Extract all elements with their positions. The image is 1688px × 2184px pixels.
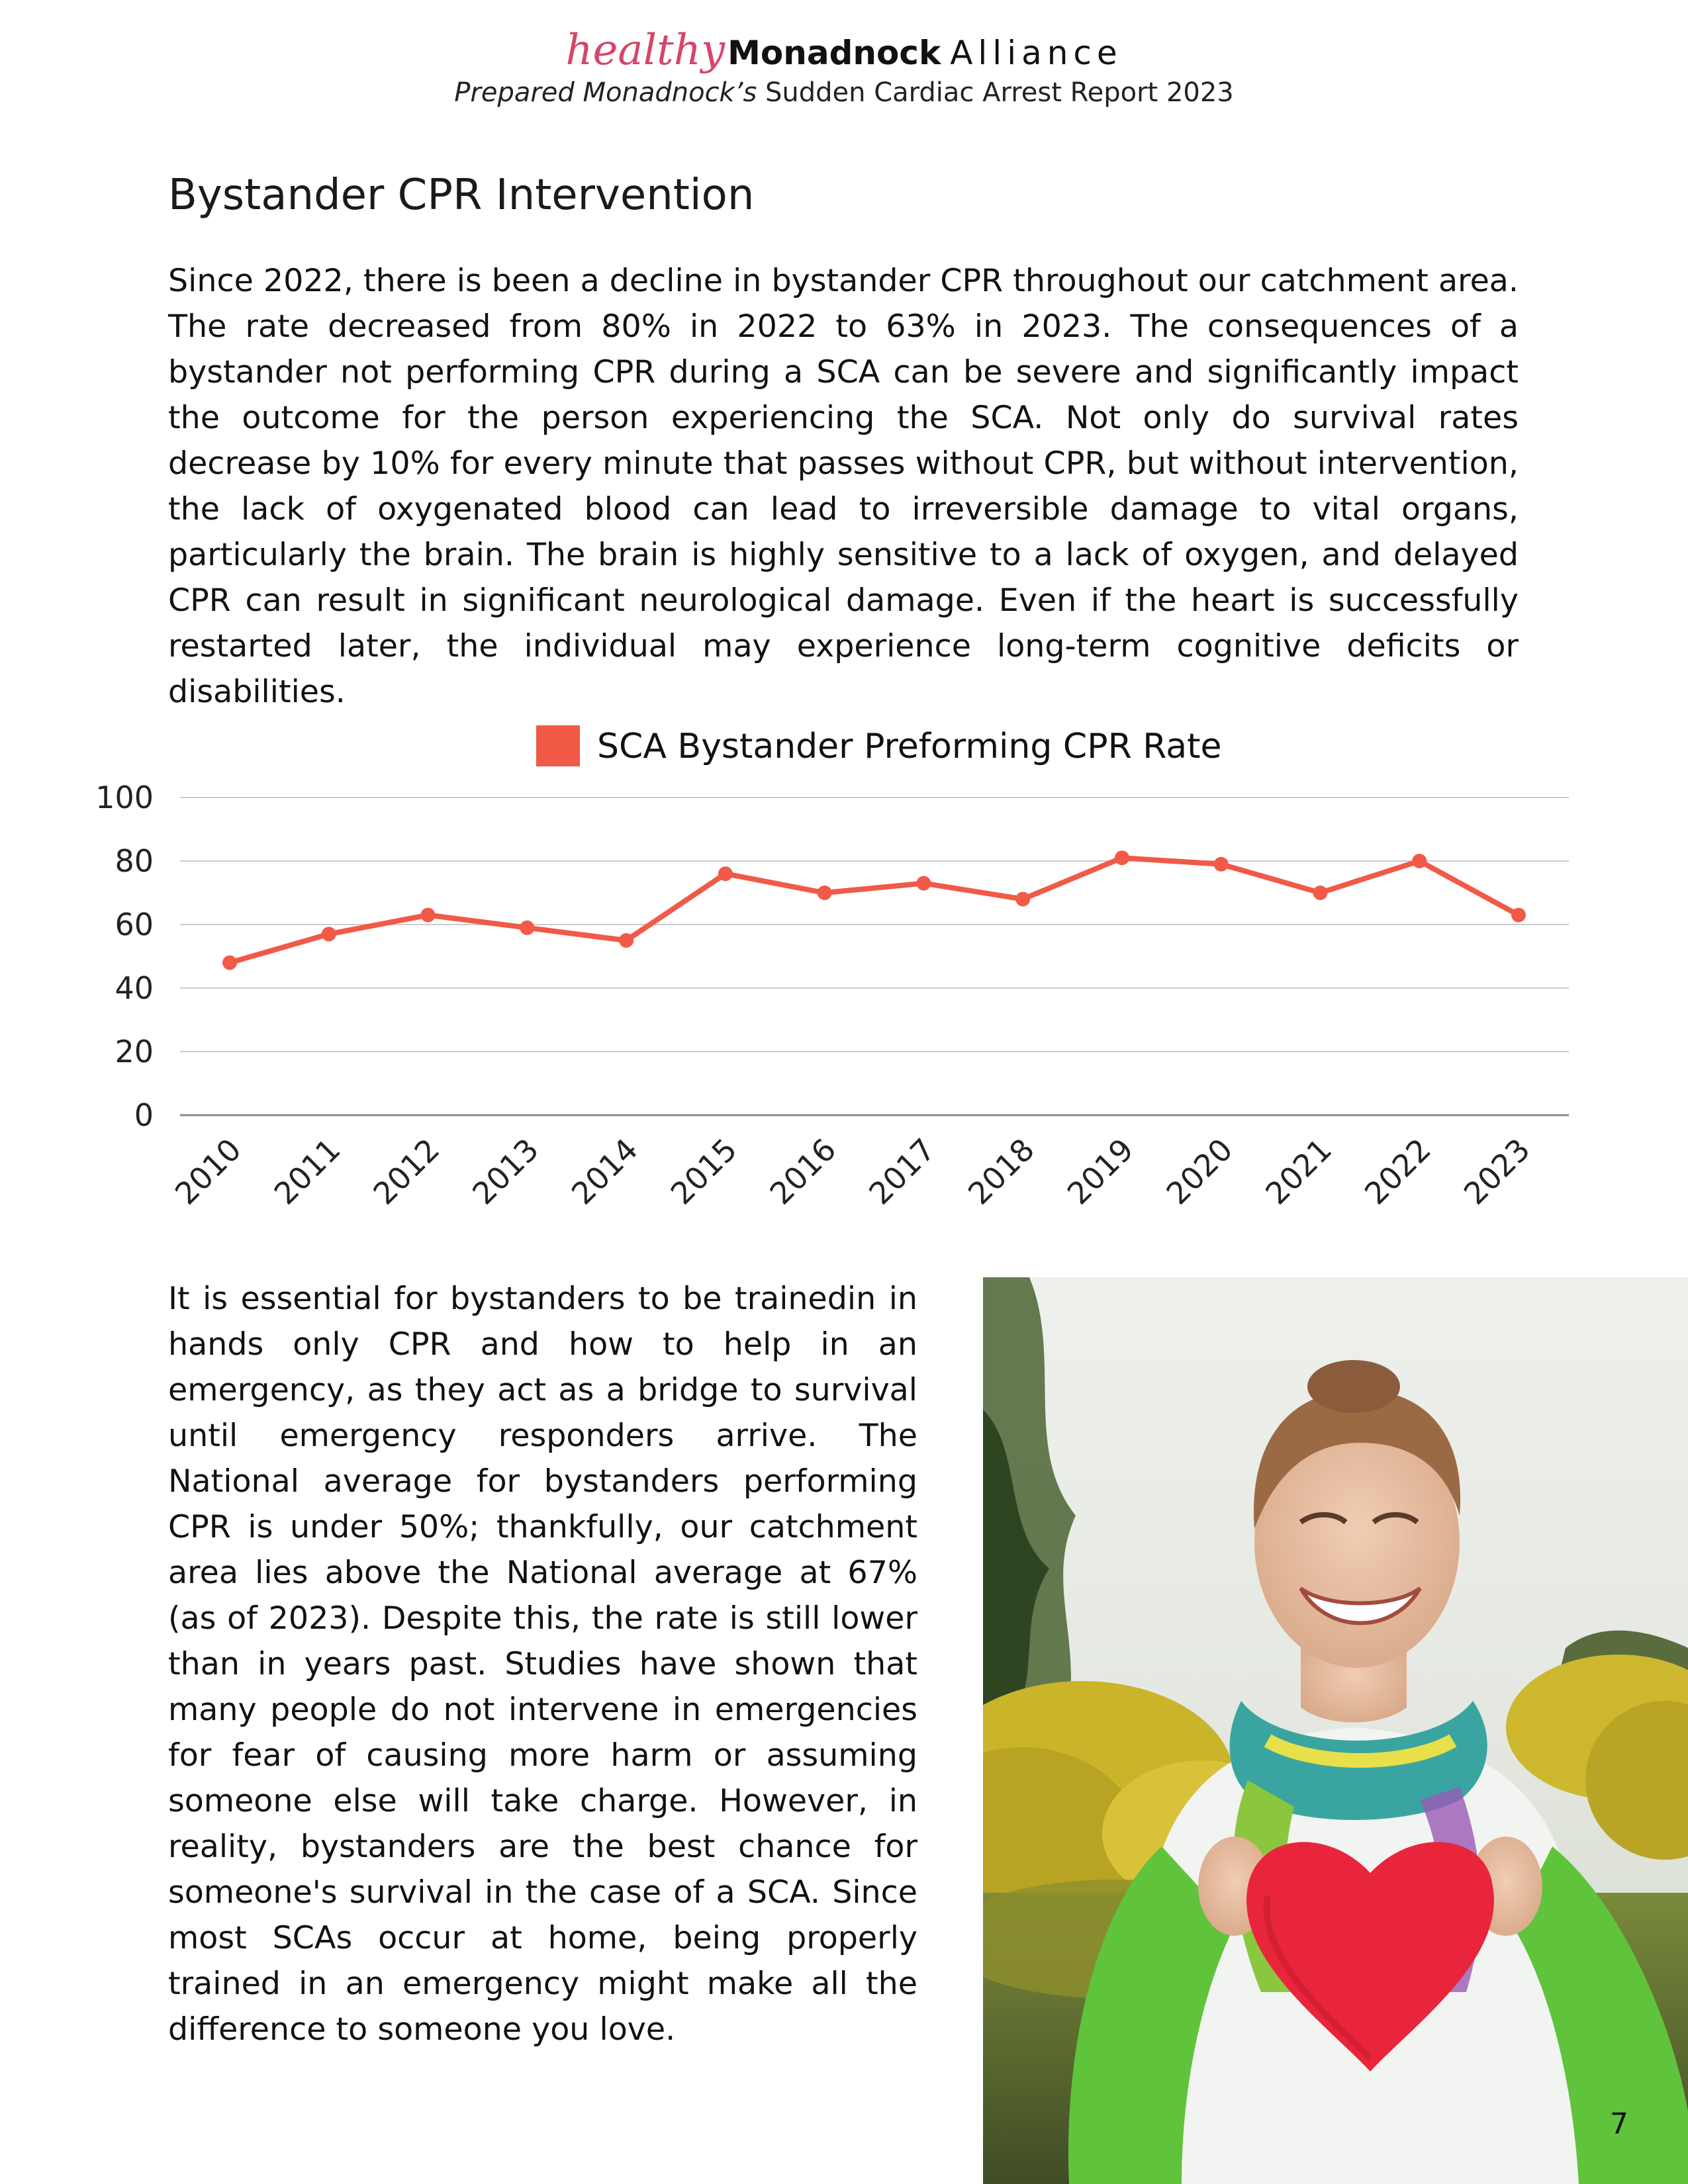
x-tick-label: 2010 <box>167 1131 248 1212</box>
data-point <box>1511 908 1526 923</box>
data-point <box>718 866 733 881</box>
data-point <box>421 908 436 923</box>
chart-series <box>222 850 1526 970</box>
data-point <box>818 886 832 900</box>
legend-label: SCA Bystander Preforming CPR Rate <box>597 727 1222 766</box>
chart-legend <box>536 725 1222 766</box>
y-tick-label: 60 <box>115 907 154 942</box>
cpr-rate-line-chart <box>0 715 1688 1244</box>
x-tick-label: 2017 <box>862 1131 943 1212</box>
data-point <box>1214 857 1229 872</box>
report-subtitle <box>0 74 1688 111</box>
x-tick-label: 2014 <box>564 1131 645 1212</box>
data-point <box>1412 854 1427 868</box>
data-point <box>1115 850 1129 865</box>
y-tick-label: 80 <box>115 843 154 879</box>
legend-swatch <box>536 725 580 766</box>
data-point <box>520 921 534 935</box>
intro-paragraph: Since 2022, there is been a decline in bystander CPR throughout our catchment area. The rate decreased from 80% in 2022 to 63% in 2023. The consequences of a bystander not performing CPR during a SCA can be severe and significantly impact the outcome for the person experiencing the SCA. Not only do survival rates decrease by 10% for every minute that passes without CPR, but without intervention, the lack of oxygenated blood can lead to irreversible damage to vital organs, particularly the brain. The brain is highly sensitive to a lack of oxygen, and delayed CPR can result in significant neurological damage. Even if the heart is successfully restarted later, the individual may experience long-term cognitive deficits or disabilities. <box>168 263 1519 710</box>
x-tick-label: 2022 <box>1358 1131 1438 1212</box>
x-tick-label: 2019 <box>1060 1131 1141 1212</box>
x-tick-label: 2021 <box>1258 1131 1339 1212</box>
y-tick-label: 40 <box>115 970 154 1006</box>
brand-name: Monadnock <box>727 34 941 72</box>
subtitle-italic: Prepared Monadnock’s <box>454 77 757 108</box>
y-tick-label: 0 <box>134 1097 154 1133</box>
body-paragraph: It is essential for bystanders to be trainedin in hands only CPR and how to help in an emergency, as they act as a bridge to survival until emergency responders arrive. The National average for bystanders performing CPR is under 50%; thankfully, our catchment area lies above the National average at 67% (as of 2023). Despite this, the rate is still lower than in years past. Studies have shown that many people do not intervene in emergencies for fear of causing more harm or assuming someone else will take charge. However, in reality, bystanders are the best chance for someone's survival in the case of a SCA. Since most SCAs occur at home, being properly trained in an emergency might make all the difference to someone you love. <box>168 1281 917 2048</box>
y-tick-label: 20 <box>115 1034 154 1069</box>
x-tick-label: 2023 <box>1456 1131 1537 1212</box>
x-tick-label: 2016 <box>763 1131 843 1212</box>
chart-gridlines <box>180 797 1569 1115</box>
x-tick-label: 2012 <box>366 1131 447 1212</box>
page-number: 7 <box>1610 2107 1628 2141</box>
subtitle-rest: Sudden Cardiac Arrest Report 2023 <box>765 77 1234 108</box>
brand-suffix: Alliance <box>950 34 1123 72</box>
woman-holding-heart-photo <box>983 1277 1688 2184</box>
x-tick-label: 2013 <box>465 1131 546 1212</box>
y-tick-label: 100 <box>95 780 154 815</box>
x-tick-label: 2020 <box>1159 1131 1240 1212</box>
brand-logo <box>0 24 1688 77</box>
section-title: Bystander CPR Intervention <box>168 171 755 220</box>
data-point <box>619 933 633 948</box>
data-point <box>222 956 237 970</box>
x-tick-label: 2011 <box>267 1131 348 1212</box>
data-point <box>1015 892 1030 907</box>
data-point <box>1313 886 1327 900</box>
y-axis-ticks <box>95 780 154 1133</box>
brand-script: healthy <box>565 26 726 75</box>
data-point <box>916 876 931 891</box>
x-axis-ticks <box>168 1132 1537 1212</box>
data-point <box>322 927 336 941</box>
x-tick-label: 2015 <box>663 1131 744 1212</box>
x-tick-label: 2018 <box>961 1131 1041 1212</box>
